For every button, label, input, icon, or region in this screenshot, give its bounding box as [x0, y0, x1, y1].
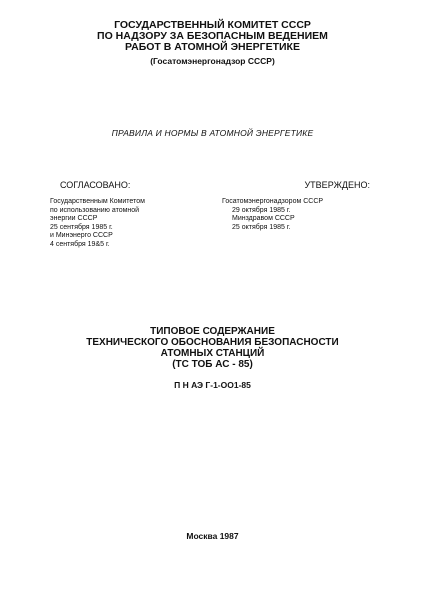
approved-line-4: 25 октября 1985 г.	[232, 223, 291, 231]
series-title: ПРАВИЛА И НОРМЫ В АТОМНОЙ ЭНЕРГЕТИКЕ	[111, 128, 314, 138]
approved-line-3: Минздравом СССР	[232, 215, 295, 222]
org-line-3: РАБОТ В АТОМНОЙ ЭНЕРГЕТИКЕ	[125, 41, 300, 53]
doc-title-line-3: АТОМНЫХ СТАНЦИЙ	[160, 348, 265, 359]
agreed-line-2: по использованию атомной	[50, 206, 140, 214]
organization-abbreviation: (Госатомэнергонадзор СССР)	[150, 56, 275, 66]
approved-heading: УТВЕРЖДЕНО:	[304, 180, 370, 190]
approved-line-2: 29 октября 1985 г.	[232, 206, 291, 214]
document-code: П Н АЭ Г-1-ОО1-85	[174, 380, 251, 390]
agreed-line-4: 25 сентября 1985 г.	[50, 223, 113, 231]
agreed-line-1: Государственным Комитетом	[50, 198, 145, 205]
agreed-line-3: энергии СССР	[50, 215, 98, 222]
doc-title-line-1: ТИПОВОЕ СОДЕРЖАНИЕ	[150, 326, 275, 337]
agreed-heading: СОГЛАСОВАНО:	[60, 180, 131, 190]
approved-block	[220, 180, 370, 232]
place-and-year: Москва 1987	[186, 531, 239, 541]
org-line-2: ПО НАДЗОРУ ЗА БЕЗОПАСНЫМ ВЕДЕНИЕМ	[97, 30, 328, 42]
org-line-1: ГОСУДАРСТВЕННЫЙ КОМИТЕТ СССР	[114, 19, 311, 31]
agreed-line-6: 4 сентября 19&5 г.	[50, 240, 110, 248]
doc-title-line-4: (ТС ТОБ АС - 85)	[172, 359, 253, 370]
approved-line-1: Госатомэнергонадзором СССР	[222, 198, 324, 205]
document-title	[0, 326, 425, 370]
agreed-block	[50, 180, 200, 249]
organization-title	[0, 20, 425, 53]
agreed-line-5: и Минэнерго СССР	[50, 232, 113, 239]
doc-title-line-2: ТЕХНИЧЕСКОГО ОБОСНОВАНИЯ БЕЗОПАСНОСТИ	[86, 337, 339, 348]
